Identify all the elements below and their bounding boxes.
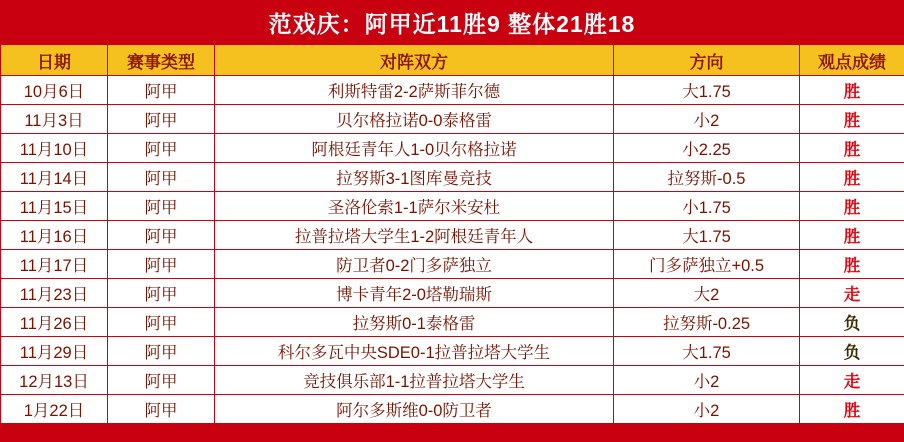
cell-match: 防卫者0-2门多萨独立 [215, 250, 614, 279]
table-row [1, 250, 904, 279]
cell-direction: 小1.75 [614, 192, 800, 221]
cell-match: 竞技俱乐部1-1拉普拉塔大学生 [215, 366, 614, 395]
cell-league: 阿甲 [108, 366, 215, 395]
cell-date: 1月22日 [1, 395, 108, 424]
cell-result: 胜 [800, 221, 904, 250]
cell-direction: 大2 [614, 279, 800, 308]
table-row [1, 76, 904, 105]
cell-league: 阿甲 [108, 105, 215, 134]
cell-result: 胜 [800, 163, 904, 192]
cell-direction: 拉努斯-0.5 [614, 163, 800, 192]
cell-match: 拉努斯3-1图库曼竞技 [215, 163, 614, 192]
cell-date: 11月26日 [1, 308, 108, 337]
table-row [1, 221, 904, 250]
cell-result: 胜 [800, 250, 904, 279]
table-row [1, 279, 904, 308]
cell-result: 胜 [800, 105, 904, 134]
cell-result: 胜 [800, 134, 904, 163]
cell-result: 走 [800, 279, 904, 308]
record-table [0, 44, 904, 424]
cell-league: 阿甲 [108, 395, 215, 424]
cell-date: 11月23日 [1, 279, 108, 308]
cell-direction: 小2.25 [614, 134, 800, 163]
cell-league: 阿甲 [108, 250, 215, 279]
cell-date: 11月29日 [1, 337, 108, 366]
cell-date: 11月3日 [1, 105, 108, 134]
cell-result: 胜 [800, 192, 904, 221]
cell-date: 10月6日 [1, 76, 108, 105]
cell-league: 阿甲 [108, 221, 215, 250]
cell-match: 博卡青年2-0塔勒瑞斯 [215, 279, 614, 308]
table-row [1, 163, 904, 192]
column-header-result: 观点成绩 [800, 45, 904, 76]
cell-league: 阿甲 [108, 192, 215, 221]
cell-direction: 门多萨独立+0.5 [614, 250, 800, 279]
cell-direction: 大1.75 [614, 221, 800, 250]
cell-match: 圣洛伦索1-1萨尔米安杜 [215, 192, 614, 221]
page-title-text: 范戏庆：阿甲近11胜9 整体21胜18 [268, 10, 636, 37]
table-header [1, 45, 904, 76]
cell-match: 拉努斯0-1泰格雷 [215, 308, 614, 337]
cell-date: 11月10日 [1, 134, 108, 163]
cell-date: 11月15日 [1, 192, 108, 221]
cell-match: 阿根廷青年人1-0贝尔格拉诺 [215, 134, 614, 163]
cell-match: 阿尔多斯维0-0防卫者 [215, 395, 614, 424]
cell-direction: 小2 [614, 105, 800, 134]
cell-date: 11月17日 [1, 250, 108, 279]
cell-result: 胜 [800, 76, 904, 105]
cell-league: 阿甲 [108, 279, 215, 308]
cell-match: 科尔多瓦中央SDE0-1拉普拉塔大学生 [215, 337, 614, 366]
cell-direction: 小2 [614, 366, 800, 395]
cell-result: 胜 [800, 395, 904, 424]
cell-match: 利斯特雷2-2萨斯菲尔德 [215, 76, 614, 105]
table-body [1, 76, 904, 424]
cell-result: 负 [800, 308, 904, 337]
cell-league: 阿甲 [108, 337, 215, 366]
cell-result: 走 [800, 366, 904, 395]
cell-match: 贝尔格拉诺0-0泰格雷 [215, 105, 614, 134]
table-row [1, 395, 904, 424]
page-title [0, 0, 904, 44]
cell-league: 阿甲 [108, 308, 215, 337]
cell-match: 拉普拉塔大学生1-2阿根廷青年人 [215, 221, 614, 250]
cell-date: 12月13日 [1, 366, 108, 395]
table-row [1, 366, 904, 395]
cell-direction: 小2 [614, 395, 800, 424]
cell-direction: 大1.75 [614, 76, 800, 105]
column-header-date: 日期 [1, 45, 108, 76]
table-row [1, 192, 904, 221]
cell-league: 阿甲 [108, 163, 215, 192]
table-row [1, 105, 904, 134]
table-row [1, 308, 904, 337]
table-header-row [1, 45, 904, 76]
table-row [1, 337, 904, 366]
cell-direction: 大1.75 [614, 337, 800, 366]
table-row [1, 134, 904, 163]
cell-league: 阿甲 [108, 134, 215, 163]
cell-direction: 拉努斯-0.25 [614, 308, 800, 337]
cell-league: 阿甲 [108, 76, 215, 105]
cell-date: 11月14日 [1, 163, 108, 192]
column-header-direction: 方向 [614, 45, 800, 76]
column-header-league: 赛事类型 [108, 45, 215, 76]
cell-date: 11月16日 [1, 221, 108, 250]
column-header-match: 对阵双方 [215, 45, 614, 76]
cell-result: 负 [800, 337, 904, 366]
